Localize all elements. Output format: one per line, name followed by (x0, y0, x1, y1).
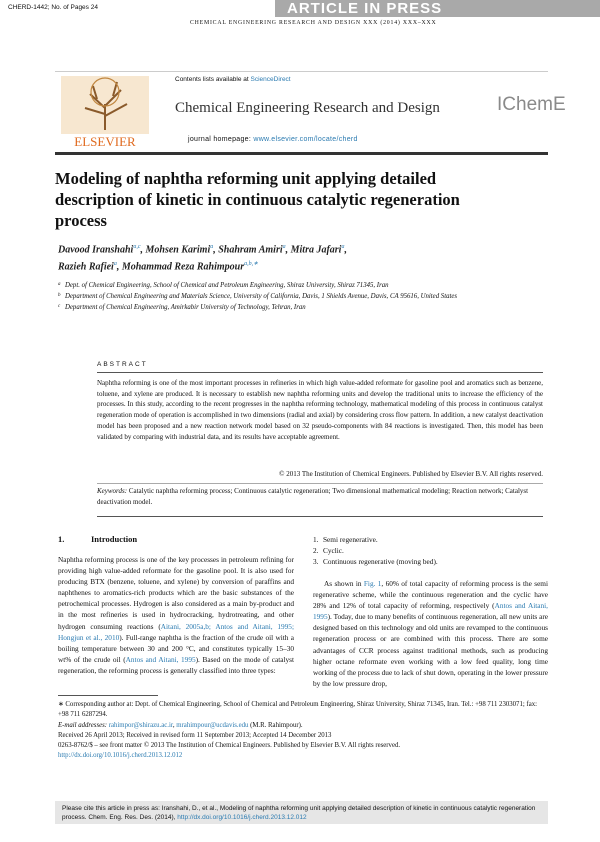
affiliations (58, 280, 478, 314)
icheme-logo (497, 94, 566, 116)
citation-link[interactable]: Aitani, 2005a,b; Antos and Aitani, 1995; Hongjun et al., 2010 (58, 621, 294, 642)
author[interactable]: Shahram Amiri (218, 244, 283, 256)
section-heading: 1. Introduction (58, 534, 138, 544)
divider (97, 516, 543, 517)
author[interactable]: Mohsen Karimi (145, 244, 211, 256)
affiliation: c Department of Chemical Engineering, Amirkabir University of Technology, Tehran, Iran (58, 304, 306, 312)
divider (97, 372, 543, 373)
journal-name: Chemical Engineering Research and Design (175, 100, 440, 116)
email-addresses: E-mail addresses: rahimpor@shirazu.ac.ir, mrahimpour@ucdavis.edu (M.R. Rahimpour). (58, 721, 303, 729)
regeneration-types-list (313, 534, 548, 567)
citation-doi-link[interactable]: http://dx.doi.org/10.1016/j.cherd.2013.12.012 (177, 814, 307, 821)
keywords (97, 486, 543, 508)
doi-link[interactable]: http://dx.doi.org/10.1016/j.cherd.2013.12.012 (58, 752, 183, 760)
citation-text: Please cite this article in press as: Iranshahi, D., et al., Modeling of naphtha reforming unit applying detailed description of kinetic in continuous catalytic regeneration process. Chem. Eng. Res. Des. (2014), http://dx.doi.org/10.1016/j.cherd.2013.12.012 (62, 805, 536, 821)
body-left-column: Naphtha reforming process is one of the key processes in petroleum refining for providing high value-added reformate for the gasoline pool. It is also used for producing BTX (benzene, toluene, and xylene) by conversion of paraffins and naphthenes to aromatics-rich products which are the basic substances of the petrochemical processes. Hydrogen is also considered as a main by-product and in the most refineries is used in hydrocracking, hydrotreating, and other hydrogen consuming reactions (Aitani, 2005a,b; Antos and Aitani, 1995; Hongjun et al., 2010). Full-range naphtha is the fraction of the crude oil with a boiling temperature between 30 and 200 °C, and constitutes typically 15–30 wt% of the crude oil (Antos and Aitani, 1995). Based on the mode of catalyst regeneration, the reforming process is generally classified into three types: (58, 555, 295, 675)
footnote-divider (58, 695, 158, 696)
citation-link[interactable]: Antos and Aitani, 1995 (125, 654, 196, 664)
affiliation: a Dept. of Chemical Engineering, School of Chemical and Petroleum Engineering, Shiraz University, Shiraz 71345, Iran (58, 282, 389, 289)
elsevier-wordmark: ELSEVIER (74, 134, 136, 149)
affiliation: b Department of Chemical Engineering and Materials Science, University of California, Davis, 1 Shields Avenue, Davis, CA 95616, United States (58, 293, 458, 301)
homepage-link[interactable]: www.elsevier.com/locate/cherd (253, 136, 358, 143)
abstract-copyright: © 2013 The Institution of Chemical Engineers. Published by Elsevier B.V. All rights reserved. (279, 470, 543, 478)
received-dates: Received 26 April 2013; Received in revised form 11 September 2013; Accepted 14 December 2013 (58, 731, 332, 739)
keywords-label: Keywords: (97, 487, 128, 495)
list-item: 3. Continuous regenerative (moving bed). (313, 557, 438, 567)
author[interactable]: Davood Iranshahi (58, 244, 134, 256)
running-journal-header: CHEMICAL ENGINEERING RESEARCH AND DESIGN XXX (2014) XXX–XXX (190, 20, 437, 26)
footnotes (58, 700, 548, 762)
contents-availability: Contents lists available at ScienceDirect (175, 76, 291, 83)
figure-link[interactable]: Fig. 1 (363, 579, 382, 588)
icheme-logo-text: IChemE (497, 94, 566, 115)
manuscript-meta: CHERD-1442; No. of Pages 24 (8, 4, 98, 11)
email-link[interactable]: rahimpor@shirazu.ac.ir (108, 721, 173, 729)
article-title: Modeling of naphtha reforming unit applying detailed description of kinetic in continuous catalytic regeneration process (55, 169, 460, 230)
abstract-heading: ABSTRACT (97, 361, 148, 368)
author-list: Davood Iranshahi$^{a,c}$, Mohsen Karimi$^a$, Shahram Amiri$^a$, Mitra Jafari$^a$, Razieh Rafiei$^a$, Mohammad Reza Rahimpour$^{a,b,∗}$ (58, 244, 347, 273)
citation-link[interactable]: Antos and Aitani, 1995 (313, 601, 549, 622)
issn-line: 0263-8762/$ – see front matter © 2013 The Institution of Chemical Engineers. Published by Elsevier B.V. All rights reserved. (58, 742, 401, 750)
author[interactable]: Mitra Jafari (290, 244, 342, 256)
list-item: 1. Semi regenerative. (313, 535, 378, 544)
author[interactable]: Razieh Rafiei (58, 261, 114, 273)
author[interactable]: Mohammad Reza Rahimpour (121, 261, 245, 273)
elsevier-logo (55, 74, 155, 150)
email-link[interactable]: mrahimpour@ucdavis.edu (176, 721, 249, 729)
divider (97, 483, 543, 484)
sciencedirect-link[interactable]: ScienceDirect (250, 76, 291, 83)
list-item: 2. Cyclic. (313, 546, 344, 556)
body-right-column: As shown in Fig. 1, 60% of total capacity of reforming process is the semi regenerative scheme, while the continuous regeneration and the cyclic have 28% and 12% of total capacity of reforming, respectively (Antos and Aitani, 1995). Today, due to many benefits of continuous regeneration, all new units are designed based on this technology and old units are revamped to the continuous regeneration process or are combined with this process. There are some advantages of CCR process against traditional methods, such as producing higher octane reformate even working with a low feed quality, long time working of the process due to lack of shut down, operating in the lower pressure by the low pressure drop, (313, 579, 549, 688)
corresponding-author-note: ∗ Corresponding author at: Dept. of Chemical Engineering, School of Chemical and Petroleum Engineering, Shiraz University, Shiraz 71345, Iran. Tel.: +98 711 2303071; fax: +98 711 6287294. (58, 701, 538, 719)
keywords-list: Catalytic naphtha reforming process; Continuous catalytic regeneration; Two dimensional mathematical modeling; Reaction network; Catalyst deactivation model. (97, 487, 529, 506)
journal-homepage: journal homepage: www.elsevier.com/locate/cherd (188, 136, 358, 143)
abstract-text: Naphtha reforming is one of the most important processes in refineries in which high value-added reformate for gasoline pool and aromatics such as benzene, toluene, and xylene are produced. It is necessary to establish new naphtha reforming units and develop the traditional units to increase the efficiency of the processes. In this study, according to the recent progresses in the naphtha reforming technology, mathematical modeling of this process in continuous catalyst regeneration mode of operation is accomplished in two dimensions (radial and axial) by considering cross flow pattern. In addition, a new catalyst deactivation model has been proposed and a new reaction network model based on 32 pseudo-components with 84 reactions is investigated. Then, this model has been validated by comparing with industrial data, and its results have acceptable agreement. (97, 379, 543, 441)
article-in-press-banner: ARTICLE IN PRESS (275, 0, 600, 17)
